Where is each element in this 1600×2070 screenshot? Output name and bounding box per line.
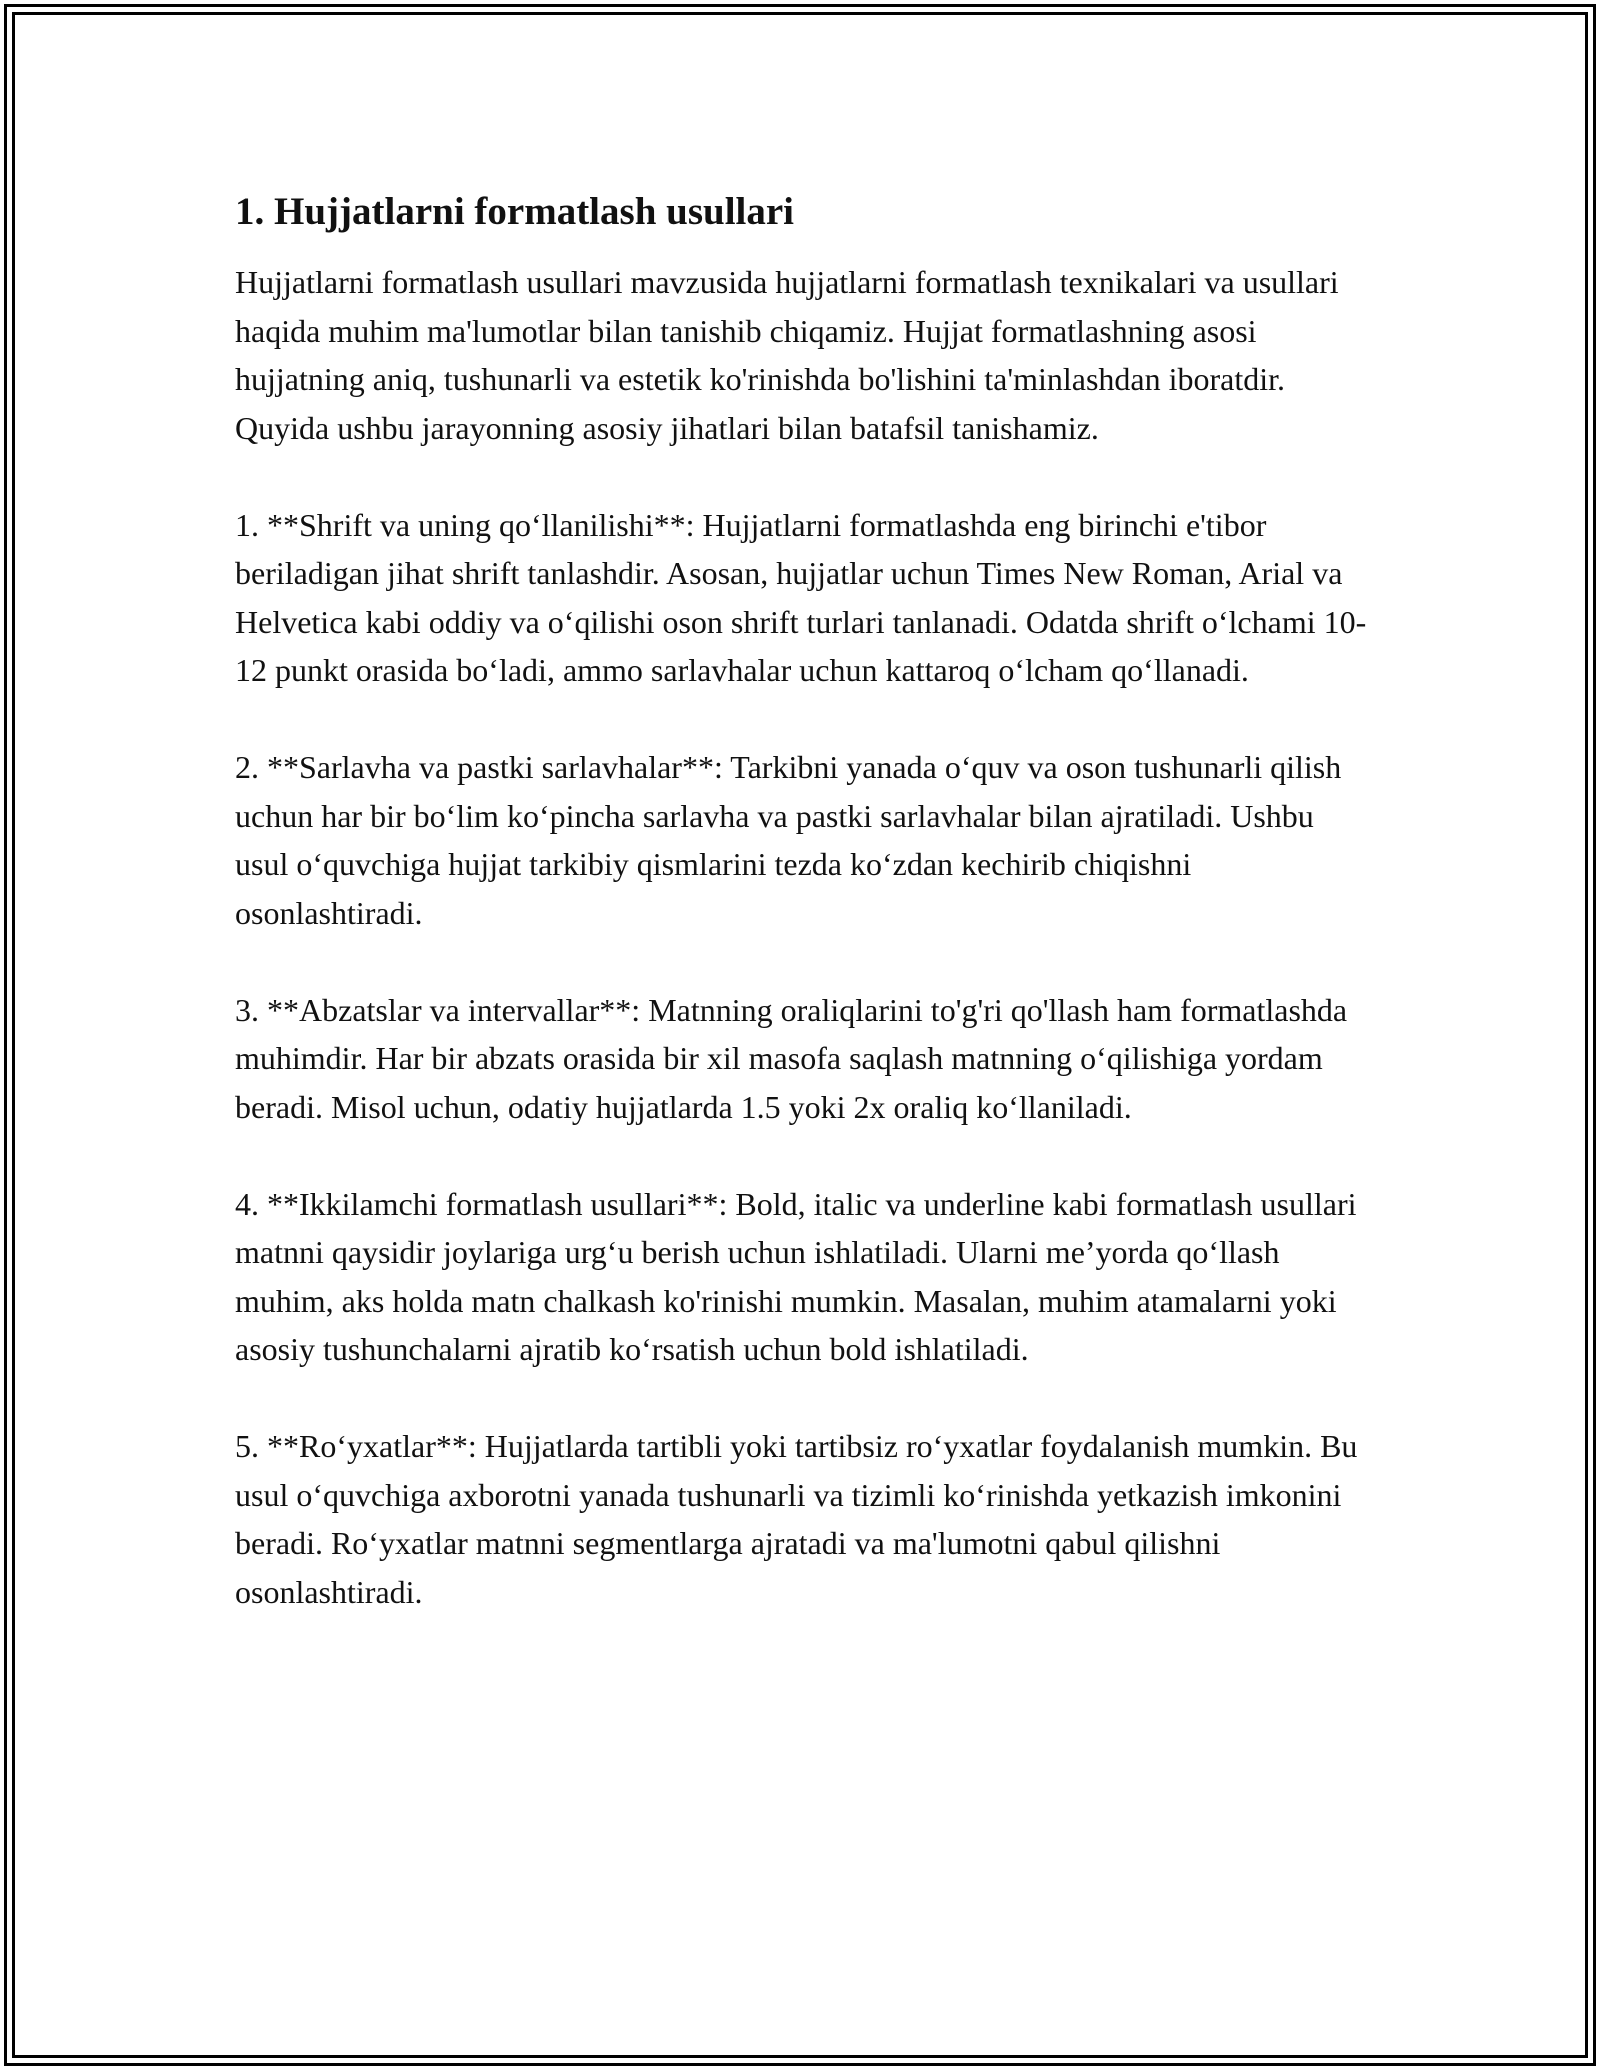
- paragraph-abzatslar: 3. **Abzatslar va intervallar**: Matnning oraliqlarini to'g'ri qo'llash ham formatlashda muhimdir. Har bir abzats orasida bir xil masofa saqlash matnning o‘qilishiga yordam beradi. Misol uchun, odatiy hujjatlarda 1.5 yoki 2x oraliq ko‘llaniladi.: [235, 991, 1348, 1125]
- document-body: [235, 186, 1375, 1665]
- paragraph-ikkilamchi: 4. **Ikkilamchi formatlash usullari**: Bold, italic va underline kabi formatlash usullari matnni qaysidir joylariga urg‘u berish uchun ishlatiladi. Ularni me’yorda qo‘llash muhim, aks holda matn chalkash ko'rinishi mumkin. Masalan, muhim atamalarni yoki asosiy tushunchalarni ajratib ko‘rsatish uchun bold ishlatiladi.: [235, 1185, 1357, 1367]
- intro-paragraph: Hujjatlarni formatlash usullari mavzusida hujjatlarni formatlash texnikalari va usullari haqida muhim ma'lumotlar bilan tanishib chiqamiz. Hujjat formatlashning asosi hujjatning aniq, tushunarli va estetik ko'rinishda bo'lishini ta'minlashdan iboratdir. Quyida ushbu jarayonning asosiy jihatlari bilan batafsil tanishamiz.: [235, 264, 1339, 446]
- paragraph-royxatlar: 5. **Ro‘yxatlar**: Hujjatlarda tartibli yoki tartibsiz ro‘yxatlar foydalanish mumkin. Bu usul o‘quvchiga axborotni yanada tushunarli va tizimli ko‘rinishda yetkazish imkonini beradi. Ro‘yxatlar matnni segmentlarga ajratadi va ma'lumotni qabul qilishni osonlashtiradi.: [235, 1428, 1358, 1610]
- paragraph-sarlavha: 2. **Sarlavha va pastki sarlavhalar**: Tarkibni yanada o‘quv va oson tushunarli qilish uchun har bir bo‘lim ko‘pincha sarlavha va pastki sarlavhalar bilan ajratiladi. Ushbu usul o‘quvchiga hujjat tarkibiy qismlarini tezda ko‘zdan kechirib chiqishni osonlashtiradi.: [235, 749, 1342, 931]
- paragraph-shrift: 1. **Shrift va uning qo‘llanilishi**: Hujjatlarni formatlashda eng birinchi e'tibor beriladigan jihat shrift tanlashdir. Asosan, hujjatlar uchun Times New Roman, Arial va Helvetica kabi oddiy va o‘qilishi oson shrift turlari tanlanadi. Odatda shrift o‘lchami 10-12 punkt orasida bo‘ladi, ammo sarlavhalar uchun kattaroq o‘lcham qo‘llanadi.: [235, 506, 1367, 688]
- document-title: 1. Hujjatlarni formatlash usullari: [235, 190, 795, 233]
